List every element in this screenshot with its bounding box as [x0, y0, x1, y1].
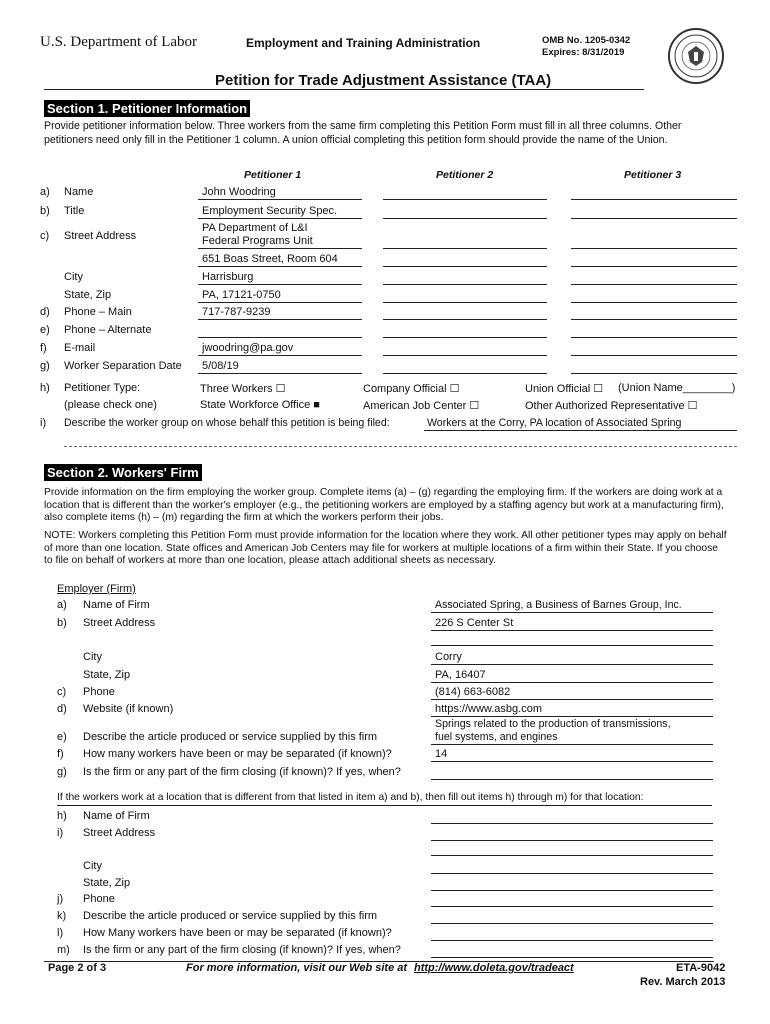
page-number: Page 2 of 3: [48, 962, 107, 974]
petitioner-type-label: Petitioner Type:: [64, 382, 141, 394]
p1-separation-date[interactable]: 5/08/19: [202, 360, 239, 372]
agency-name: Employment and Training Administration: [246, 36, 481, 50]
section1-heading: Section 1. Petitioner Information: [44, 100, 250, 117]
tradeact-link[interactable]: http://www.doleta.gov/tradeact: [414, 962, 574, 974]
firm-d-letter: d): [57, 703, 67, 715]
row-g-letter: g): [40, 360, 50, 372]
section2-note: NOTE: Workers completing this Petition Form must provide information for the location where they work. All other petitioner types may apply on behalf of more than one location. State offices and American Job Centers may file for workers at multiple locations of a firm within their State. If you choose to file on behalf of workers at more than one location, please attach additional sheets as necessary.: [44, 530, 727, 566]
col-petitioner3: Petitioner 3: [624, 169, 682, 181]
loc-phone-label: Phone: [83, 893, 115, 905]
firm-closing-label: Is the firm or any part of the firm closing (if known)? If yes, when?: [83, 766, 401, 778]
firm-separated-value[interactable]: 14: [435, 748, 448, 760]
firm-state-label: State, Zip: [83, 669, 131, 681]
col-petitioner1: Petitioner 1: [244, 169, 302, 181]
section1-intro: Provide petitioner information below. Three workers from the same firm completing this Petition Form must fill in all three columns. Other petitioners need only fill in the Petitioner 1 column. A union official completing this petition form should provide the name of the Union.: [44, 120, 682, 146]
loc-l-letter: l): [57, 927, 64, 939]
firm-article-label: Describe the article produced or service supplied by this firm: [83, 731, 378, 743]
location-intro: If the workers work at a location that is different from that listed in item a) and b), then fill out items h) through m) for that location:: [57, 792, 644, 803]
firm-c-letter: c): [57, 686, 67, 698]
firm-street-value[interactable]: 226 S Center St: [435, 617, 514, 629]
form-title: Petition for Trade Adjustment Assistance (TAA): [215, 72, 552, 89]
firm-article-value-2[interactable]: fuel systems, and engines: [435, 731, 558, 743]
name-label: Name: [64, 186, 94, 198]
dol-seal-icon: [668, 28, 724, 84]
loc-m-letter: m): [57, 944, 70, 956]
title-label: Title: [64, 205, 85, 217]
loc-city-label: City: [83, 860, 102, 872]
loc-closing-label: Is the firm or any part of the firm closing (if known)? If yes, when?: [83, 944, 401, 956]
firm-article-value-1[interactable]: Springs related to the production of transmissions,: [435, 718, 671, 730]
firm-website-value[interactable]: https://www.asbg.com: [435, 703, 542, 715]
loc-name-label: Name of Firm: [83, 810, 150, 822]
firm-website-label: Website (if known): [83, 703, 174, 715]
type-other-rep[interactable]: Other Authorized Representative ☐: [525, 400, 698, 412]
firm-street-label: Street Address: [83, 617, 156, 629]
employer-label: Employer (Firm): [57, 583, 136, 595]
p1-state[interactable]: PA, 17121-0750: [202, 289, 281, 301]
worker-group-label: Describe the worker group on whose behalf this petition is being filed:: [64, 417, 390, 429]
firm-separated-label: How many workers have been or may be separated (if known)?: [83, 748, 392, 760]
more-info-text: For more information, visit our Web site at: [186, 962, 408, 974]
firm-phone-value[interactable]: (814) 663-6082: [435, 686, 511, 698]
type-union-official[interactable]: Union Official ☐: [525, 383, 604, 395]
worker-group-value[interactable]: Workers at the Corry, PA location of Associated Spring: [427, 417, 682, 429]
p1-title[interactable]: Employment Security Spec.: [202, 205, 338, 217]
row-e-letter: e): [40, 324, 50, 336]
loc-street-label: Street Address: [83, 827, 156, 839]
expires: Expires: 8/31/2019: [542, 47, 625, 58]
firm-name-label: Name of Firm: [83, 599, 150, 611]
separation-date-label: Worker Separation Date: [64, 360, 182, 372]
firm-g-letter: g): [57, 766, 67, 778]
union-name-field[interactable]: (Union Name________): [618, 382, 736, 394]
loc-article-label: Describe the article produced or service supplied by this firm: [83, 910, 378, 922]
revision-date: Rev. March 2013: [640, 976, 726, 988]
type-company-official[interactable]: Company Official ☐: [363, 383, 460, 395]
section2-heading: Section 2. Workers' Firm: [44, 464, 202, 481]
p1-street-3[interactable]: 651 Boas Street, Room 604: [202, 253, 338, 265]
omb-number: OMB No. 1205-0342: [542, 35, 631, 46]
row-f-letter: f): [40, 342, 47, 354]
firm-phone-label: Phone: [83, 686, 115, 698]
p1-name[interactable]: John Woodring: [202, 186, 276, 198]
firm-state-value[interactable]: PA, 16407: [435, 669, 486, 681]
row-h-letter: h): [40, 382, 50, 394]
section2-intro: Provide information on the firm employing the worker group. Complete items (a) – (g) regarding the employing firm. If the workers are doing work at a location that is different than the worker's employer (e.g., the petitioning workers are employed by a staffing agency but work at a manufacturing firm), also complete items (h) – (m) regarding the firm at which the workers perform their jobs.: [44, 487, 724, 523]
col-petitioner2: Petitioner 2: [436, 169, 494, 181]
p1-street-1[interactable]: PA Department of L&I: [202, 222, 308, 234]
row-i-letter: i): [40, 417, 47, 429]
firm-city-value[interactable]: Corry: [435, 651, 462, 663]
phone-alt-label: Phone – Alternate: [64, 324, 152, 336]
form-number: ETA-9042: [676, 962, 726, 974]
phone-main-label: Phone – Main: [64, 306, 132, 318]
petitioner-type-sub: (please check one): [64, 399, 157, 411]
firm-f-letter: f): [57, 748, 64, 760]
state-label: State, Zip: [64, 289, 112, 301]
firm-name-value[interactable]: Associated Spring, a Business of Barnes Group, Inc.: [435, 599, 682, 611]
row-c-letter: c): [40, 230, 50, 242]
type-job-center[interactable]: American Job Center ☐: [363, 400, 480, 412]
type-three-workers[interactable]: Three Workers ☐: [200, 383, 286, 395]
firm-a-letter: a): [57, 599, 67, 611]
row-d-letter: d): [40, 306, 50, 318]
p1-street-2[interactable]: Federal Programs Unit: [202, 235, 313, 247]
firm-e-letter: e): [57, 731, 67, 743]
dept-name: U.S. Department of Labor: [40, 34, 198, 50]
p1-email[interactable]: jwoodring@pa.gov: [202, 342, 294, 354]
loc-i-letter: i): [57, 827, 64, 839]
p1-phone[interactable]: 717-787-9239: [202, 306, 271, 318]
firm-city-label: City: [83, 651, 102, 663]
p1-city[interactable]: Harrisburg: [202, 271, 254, 283]
loc-separated-label: How Many workers have been or may be separated (if known)?: [83, 927, 392, 939]
loc-state-label: State, Zip: [83, 877, 131, 889]
city-label: City: [64, 271, 83, 283]
type-state-office[interactable]: State Workforce Office ■: [200, 399, 320, 411]
loc-h-letter: h): [57, 810, 67, 822]
firm-b-letter: b): [57, 617, 67, 629]
email-label: E-mail: [64, 342, 96, 354]
loc-k-letter: k): [57, 910, 67, 922]
row-a-letter: a): [40, 186, 50, 198]
row-b-letter: b): [40, 205, 50, 217]
street-label: Street Address: [64, 230, 137, 242]
loc-j-letter: j): [57, 893, 64, 905]
